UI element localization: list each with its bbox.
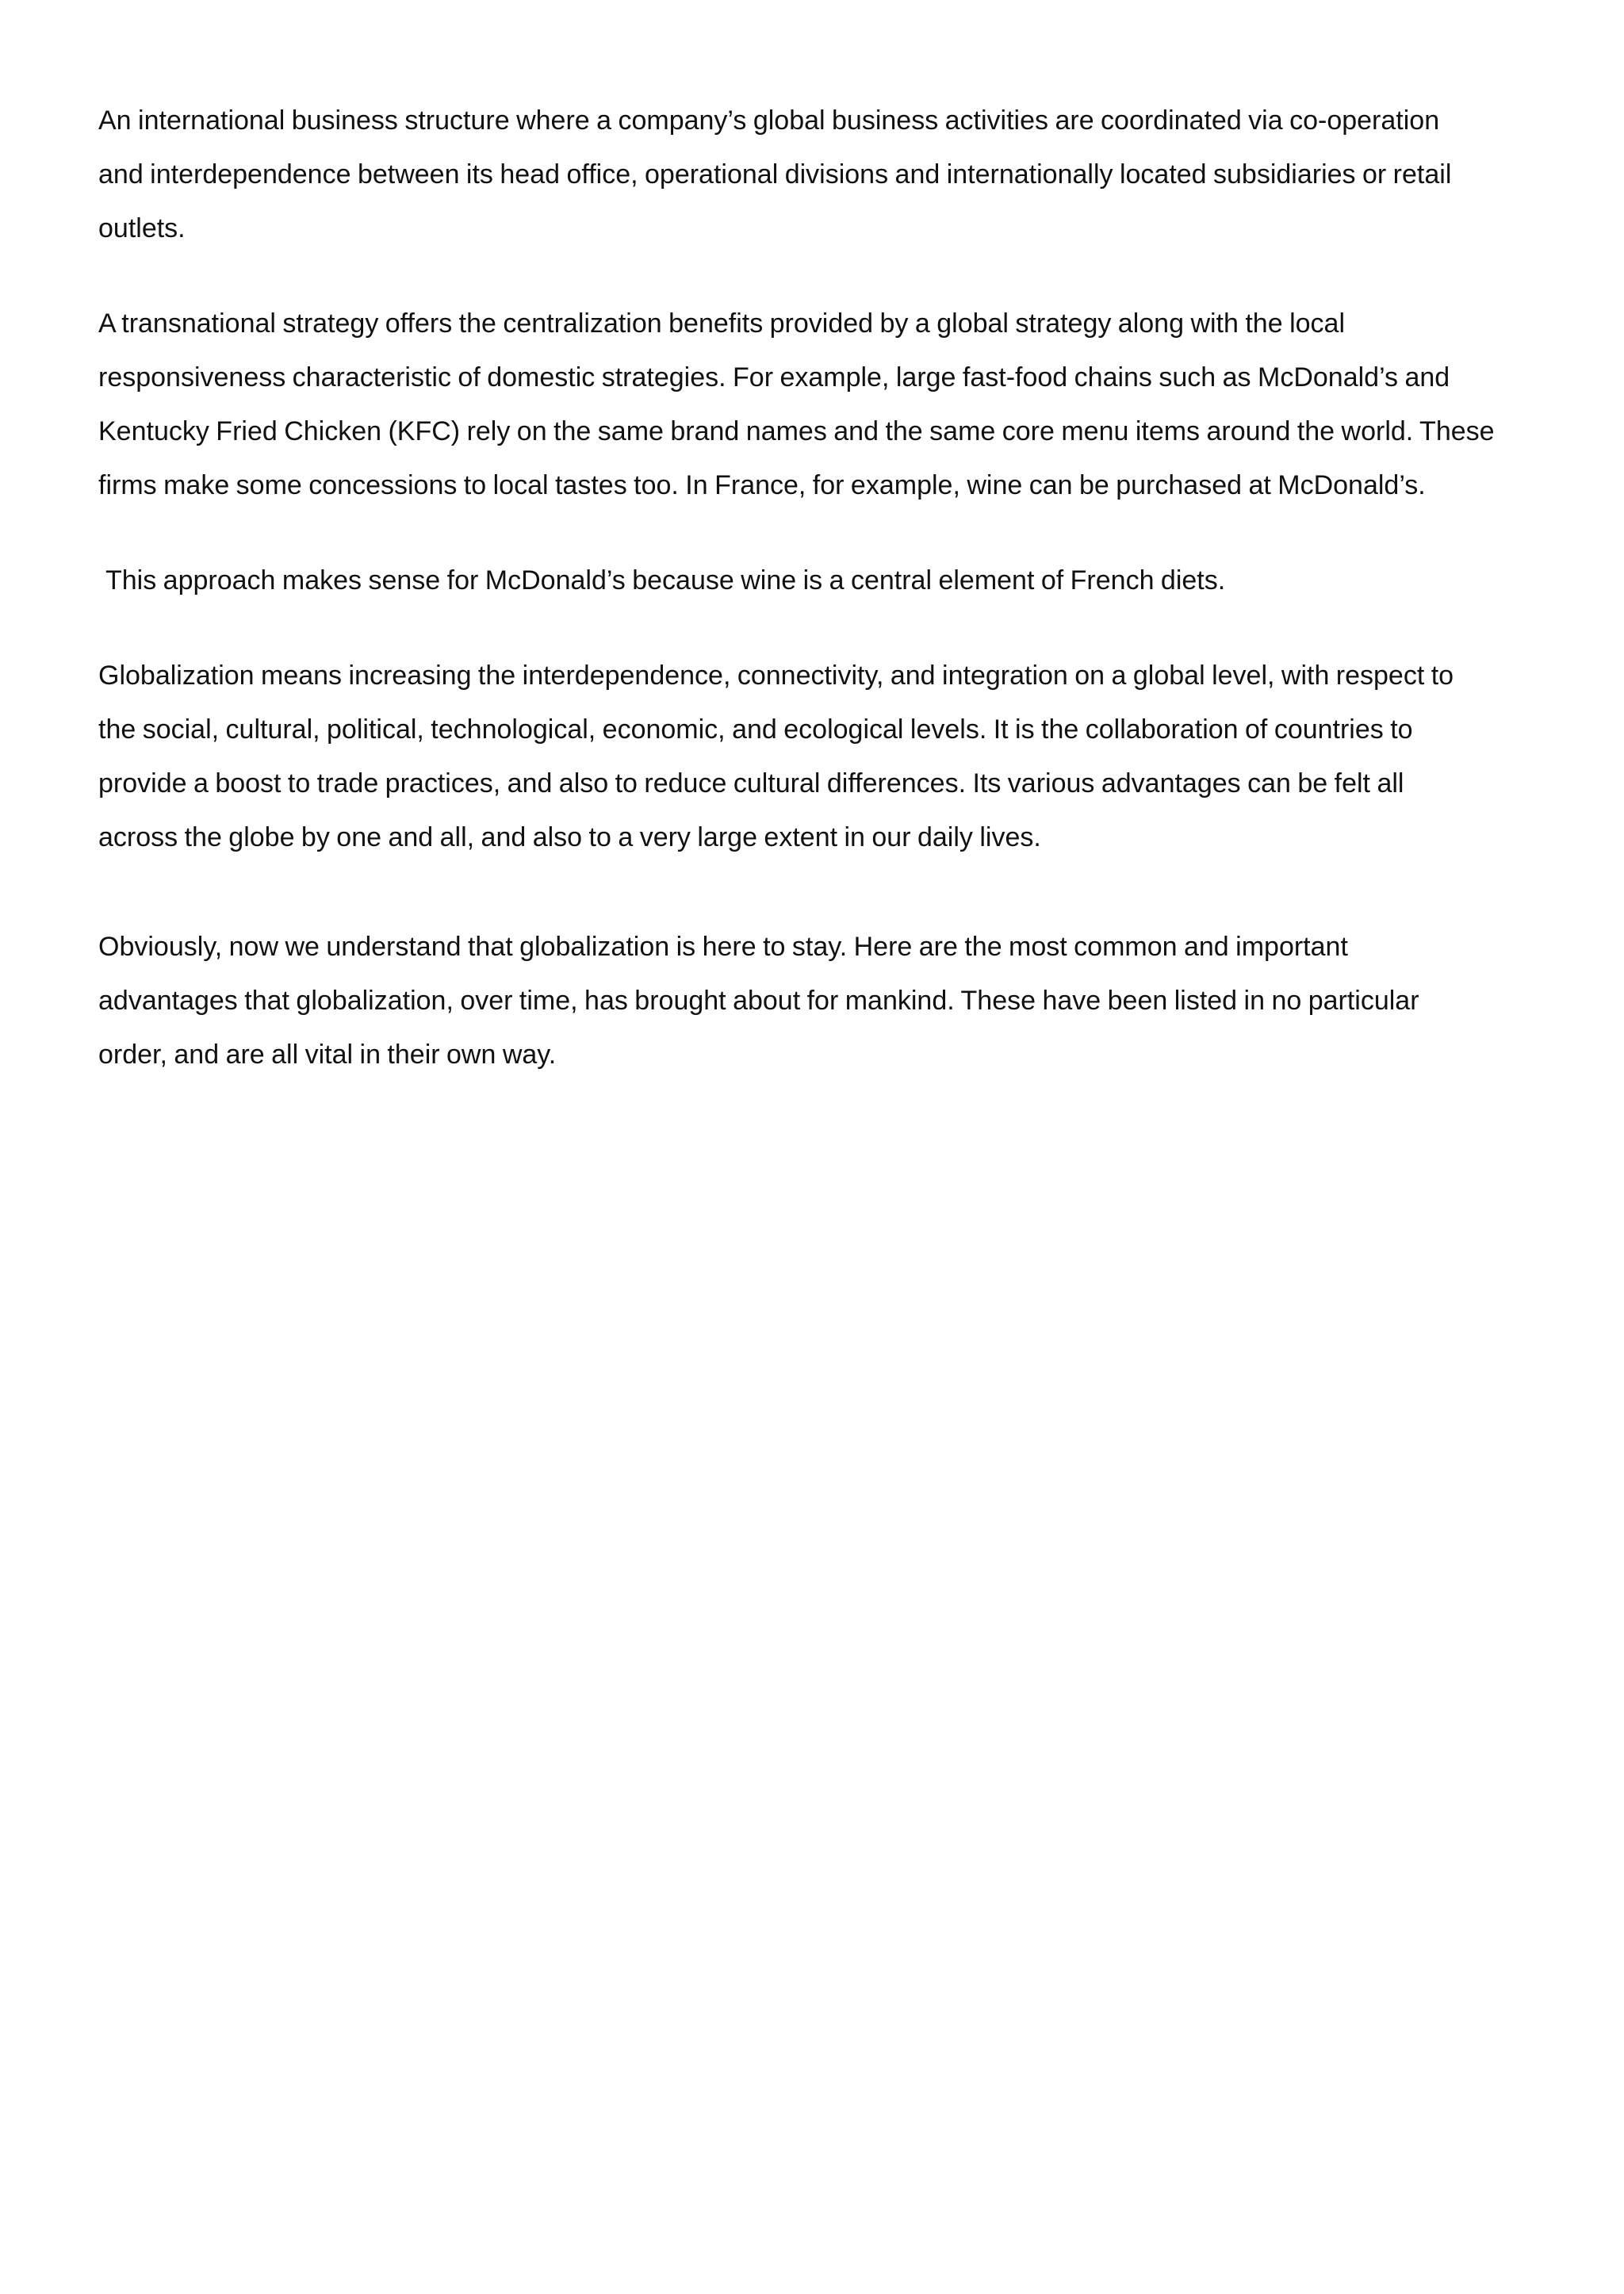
text-line: responsiveness characteristic of domestic strategies. For example, large fast-food chains such as McDonald’s and	[98, 362, 1450, 393]
text-line: Obviously, now we understand that globalization is here to stay. Here are the most common and important	[98, 932, 1348, 962]
document-body	[98, 94, 1542, 1082]
text-line: the social, cultural, political, technological, economic, and ecological levels. It is the collaboration of countries to	[98, 714, 1413, 745]
text-line: and interdependence between its head office, operational divisions and internationally located subsidiaries or retail	[98, 159, 1452, 190]
paragraph-transnational-strategy	[98, 297, 1542, 512]
text-line: order, and are all vital in their own way.	[98, 1040, 557, 1070]
text-line: An international business structure where a company’s global business activities are coordinated via co-operation	[98, 105, 1440, 136]
paragraph-transnational-definition	[98, 94, 1542, 255]
text-line: firms make some concessions to local tastes too. In France, for example, wine can be purchased at McDonald’s.	[98, 470, 1426, 500]
text-line: advantages that globalization, over time, has brought about for mankind. These have been listed in no particular	[98, 986, 1419, 1016]
text-line: A transnational strategy offers the centralization benefits provided by a global strategy along with the local	[98, 308, 1345, 339]
text-line: outlets.	[98, 213, 186, 243]
paragraph-globalization-definition	[98, 649, 1542, 864]
text-line: Kentucky Fried Chicken (KFC) rely on the same brand names and the same core menu items around the world. These	[98, 416, 1495, 446]
paragraph-globalization-advantages	[98, 920, 1542, 1082]
text-line: provide a boost to trade practices, and also to reduce cultural differences. Its various advantages can be felt all	[98, 768, 1404, 798]
text-line: across the globe by one and all, and also to a very large extent in our daily lives.	[98, 822, 1041, 852]
paragraph-mcdonalds-approach	[98, 553, 1542, 607]
text-line: Globalization means increasing the interdependence, connectivity, and integration on a global level, with respect to	[98, 661, 1454, 691]
text-line: This approach makes sense for McDonald’s because wine is a central element of French diets.	[105, 565, 1226, 596]
